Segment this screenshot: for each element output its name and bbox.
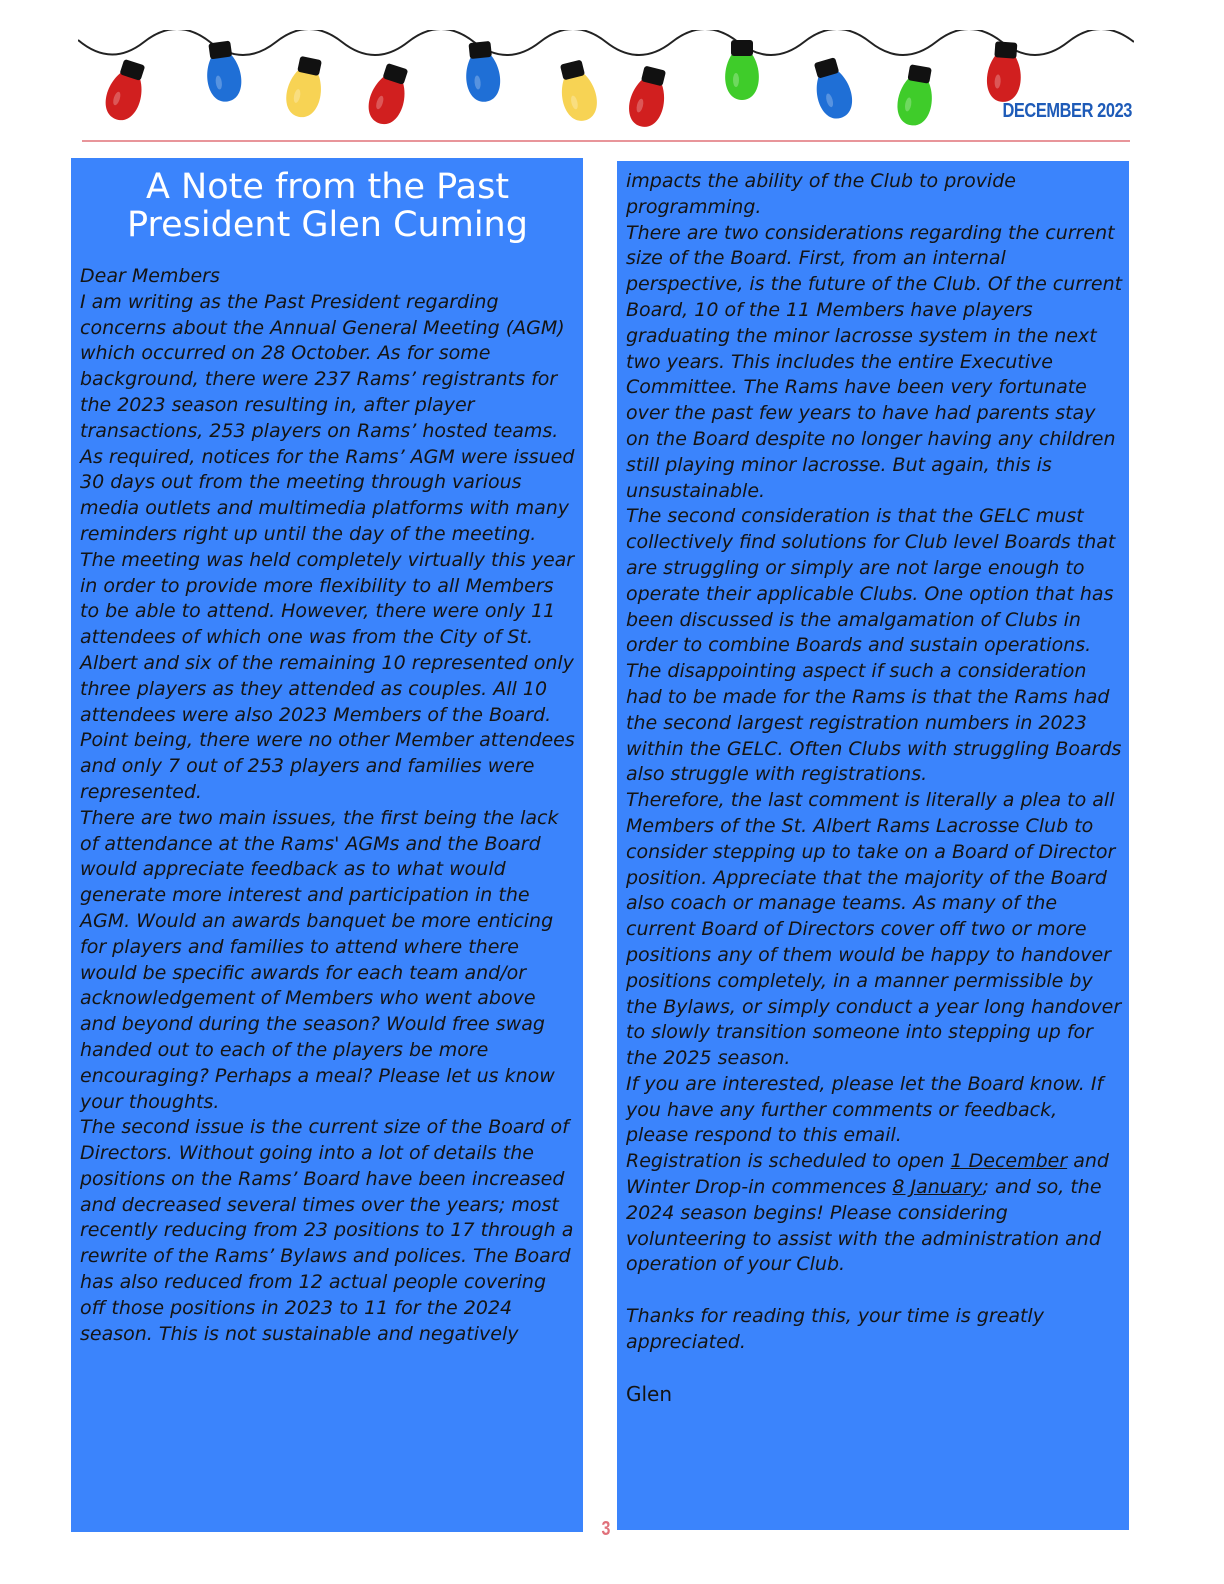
light-bulb-icon xyxy=(554,58,601,124)
registration-paragraph xyxy=(626,1149,1125,1278)
light-bulb-icon xyxy=(100,57,151,124)
article-title-line-2: President Glen Cuming xyxy=(127,205,528,245)
paragraph: Therefore, the last comment is literally a plea to all Members of the St. Albert Rams Lacrosse Club to consider stepping up to take on a Board of Director position. Appreciate that the majority of the Board also coach or manage teams. As many of the current Board of Directors cover off two or more positions any of them would be happy to handover positions completely, in a manner permissible by the Bylaws, or simply conduct a year long handover to slowly transition someone into stepping up for the 2025 season. xyxy=(626,789,1122,1070)
issue-date: DECEMBER 2023 xyxy=(1002,100,1132,122)
light-bulb-icon xyxy=(808,56,857,123)
light-bulb-icon xyxy=(463,40,503,103)
page-number: 3 xyxy=(601,1518,611,1540)
paragraph: As required, notices for the Rams’ AGM were issued 30 days out from the meeting through various media outlets and multimedia platforms with many reminders right up until the day of the meeting. The meeting was held completely virtually this year in order to provide more flexibility to all Members to be able to attend. However, there were only 11 attendees of which one was from the City of St. Albert and six of the remaining 10 represented only three players as they attended as couples. All 10 attendees were also 2023 Members of the Board. Point being, there were no other Member attendees and only 7 out of 253 players and families were represented. xyxy=(80,445,575,803)
paragraph: I am writing as the Past President regarding concerns about the Annual General Meeting (AGM) which occurred on 28 October. As for some background, there were 237 Rams’ registrants for the 2023 season resulting in, after player transactions, 253 players on Rams’ hosted teams. xyxy=(80,290,565,442)
signoff: Glen xyxy=(626,1382,673,1407)
article-body-left xyxy=(80,264,575,1347)
paragraph: If you are interested, please let the Board know. If you have any further comments or feedback, please respond to this email. xyxy=(626,1072,1104,1147)
registration-text-mid: and Winter Drop-in commences xyxy=(626,1150,1109,1199)
light-bulb-icon xyxy=(363,61,414,128)
paragraph: There are two considerations regarding the current size of the Board. First, from an internal perspective, is the future of the Club. Of the current Board, 10 of the 11 Members have players graduating the minor lacrosse system in the next two years. This includes the entire Executive Committee. The Rams have been very fortunate over the past few years to have had parents stay on the Board despite no longer having any children still playing minor lacrosse. But again, this is unsustainable. xyxy=(626,221,1123,502)
light-bulb-icon xyxy=(282,55,327,121)
article-title xyxy=(80,168,575,244)
registration-text-pre: Registration is scheduled to open xyxy=(626,1150,951,1173)
paragraph: There are two main issues, the first being the lack of attendance at the Rams' AGMs and the Board would appreciate feedback as to what would generate more interest and participation in the AGM. Would an awards banquet be more enticing for players and families to attend where there would be specific awards for each team and/or acknowledgement of Members who went above and beyond during the season? Would free swag handed out to each of the players be more encouraging? Perhaps a meal? Please let us know your thoughts. xyxy=(80,806,559,1113)
light-bulb-icon xyxy=(725,40,759,100)
paragraph: Dear Members xyxy=(80,265,220,287)
registration-open-date: 1 December xyxy=(950,1150,1068,1173)
drop-in-start-date: 8 January xyxy=(892,1176,983,1199)
paragraph: impacts the ability of the Club to provide programming. xyxy=(626,170,1016,218)
registration-text-post: ; and so, the 2024 season begins! Please considering volunteering to assist with the administration and operation of your Club. xyxy=(626,1176,1102,1276)
paragraph: The second issue is the current size of the Board of Directors. Without going into a lot of details the positions on the Rams’ Board have been increased and decreased several times over the years; most recently reducing from 23 positions to 17 through a rewrite of the Rams’ Bylaws and polices. The Board has also reduced from 12 actual people covering off those positions in 2023 to 11 for the 2024 season. This is not sustainable and negatively xyxy=(80,1116,574,1345)
christmas-lights-icon xyxy=(78,30,1134,130)
article-column-left xyxy=(71,158,583,1532)
article-column-right xyxy=(617,161,1129,1530)
article-title-line-1: A Note from the Past xyxy=(145,167,510,207)
thanks-paragraph: Thanks for reading this, your time is greatly appreciated. xyxy=(626,1305,1044,1353)
paragraph: The second consideration is that the GELC must collectively find solutions for Club level Boards that are struggling or simply are not large enough to operate their applicable Clubs. One option that has been discussed is the amalgamation of Clubs in order to combine Boards and sustain operations. The disappointing aspect if such a consideration had to be made for the Rams is that the Rams had the second largest registration numbers in 2023 within the GELC. Often Clubs with struggling Boards also struggle with registrations. xyxy=(626,505,1122,786)
article-body-right xyxy=(626,169,1125,1356)
lights-wire xyxy=(78,30,1134,55)
light-bulb-icon xyxy=(202,40,244,104)
light-bulb-icon xyxy=(985,41,1023,103)
light-bulb-icon xyxy=(894,63,938,128)
header-divider xyxy=(82,140,1130,142)
light-bulb-icon xyxy=(625,64,672,130)
